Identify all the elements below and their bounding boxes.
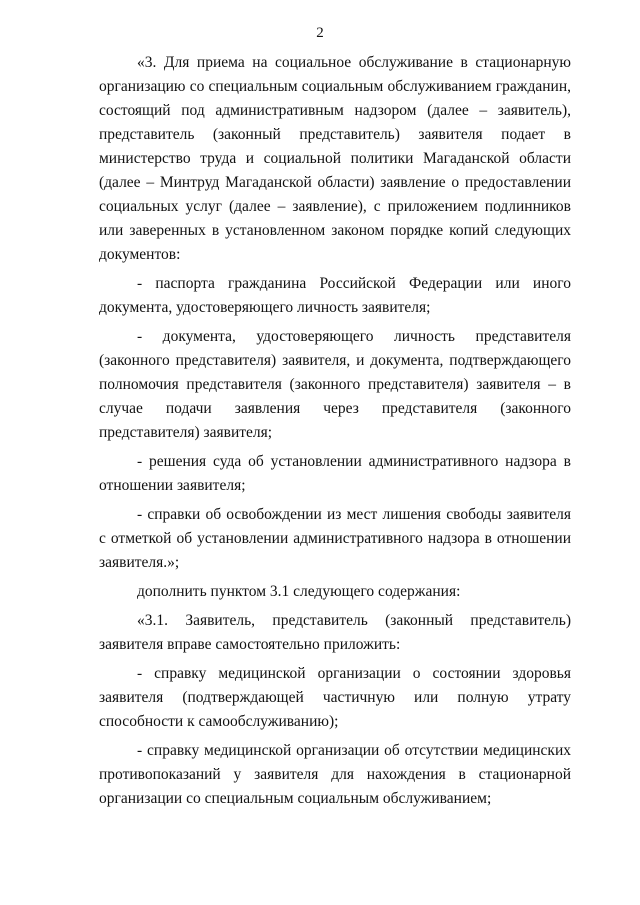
list-item-representative-document: - документа, удостоверяющего личность представителя (законного представителя) заявителя, и документа, подтверждающего полномочия представителя (законного представителя) заявителя – в случае подачи заявления через представителя (законного представителя) заявителя; — [99, 328, 571, 441]
list-item-release-certificate: - справки об освобождении из мест лишения свободы заявителя с отметкой об установлении административного надзора в отношении заявителя.»; — [99, 506, 571, 571]
paragraph-item-3-1: «3.1. Заявитель, представитель (законный представитель) заявителя вправе самостоятельно приложить: — [99, 612, 571, 653]
list-item-court-decision: - решения суда об установлении административного надзора в отношении заявителя; — [99, 453, 571, 494]
amendment-instruction: дополнить пунктом 3.1 следующего содержания: — [137, 583, 461, 600]
list-item-passport: - паспорта гражданина Российской Федерации или иного документа, удостоверяющего личность заявителя; — [99, 275, 571, 316]
paragraph-item-3: «3. Для приема на социальное обслуживание в стационарную организацию со специальным социальным обслуживанием гражданин, состоящий под административным надзором (далее – заявитель), представитель (законный представитель) заявителя подает в министерство труда и социальной политики Магаданской области (далее – Минтруд Магаданской области) заявление о предоставлении социальных услуг (далее – заявление), с приложением подлинников или заверенных в установленном законом порядке копий следующих документов: — [99, 54, 571, 263]
list-item-health-certificate: - справку медицинской организации о состоянии здоровья заявителя (подтверждающей частичную или полную утрату способности к самообслуживанию); — [99, 665, 571, 730]
document-body — [99, 51, 571, 816]
page-number: 2 — [316, 25, 324, 41]
list-item-no-contraindications: - справку медицинской организации об отсутствии медицинских противопоказаний у заявителя для нахождения в стационарной организации со специальным социальным обслуживанием; — [99, 742, 571, 807]
